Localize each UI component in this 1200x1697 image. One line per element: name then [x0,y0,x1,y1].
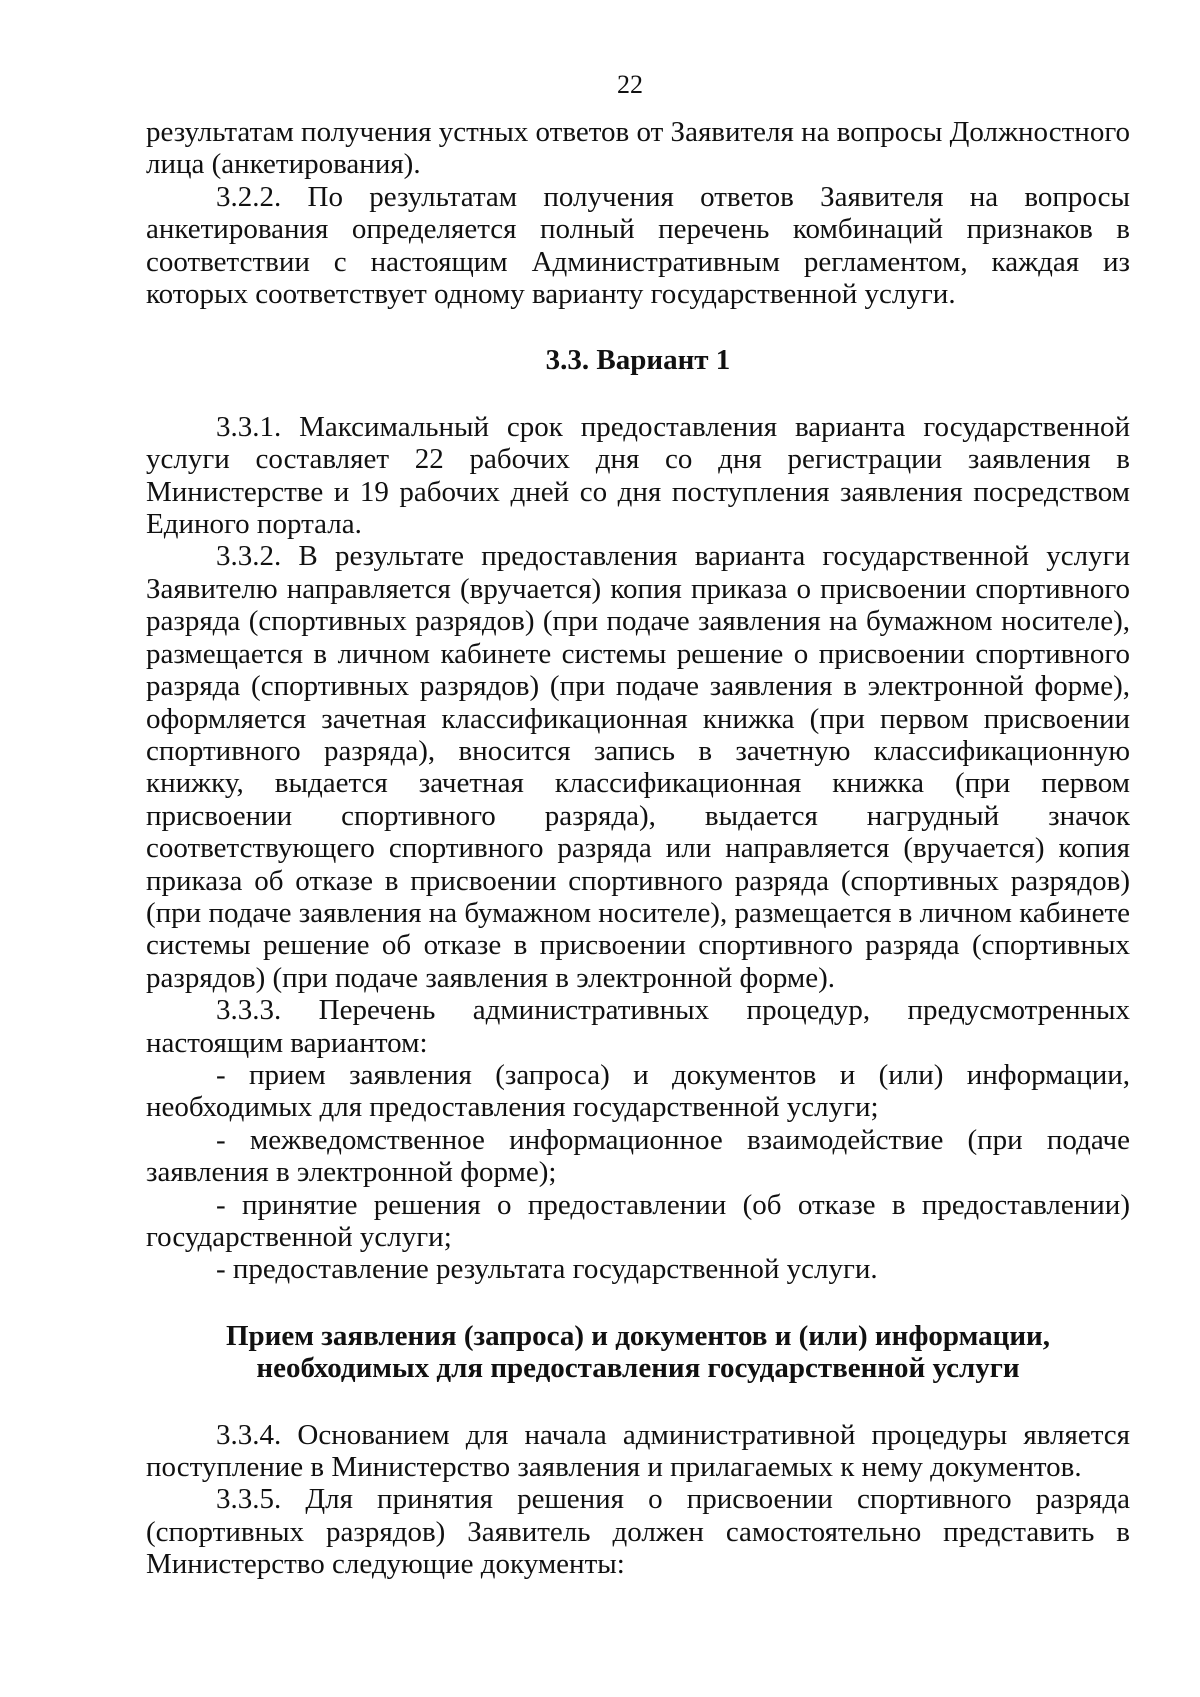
heading-variant-1: 3.3. Вариант 1 [545,344,731,377]
list-item-procedure-3: - принятие решения о предоставлении (об отказе в предоставлении) государственной услуги; [146,1188,1130,1253]
paragraph-3-3-4: 3.3.4. Основанием для начала административной процедуры является поступление в Министерство заявления и прилагаемых к нему документов. [146,1418,1130,1484]
list-item-procedure-4: - предоставление результата государственной услуги. [216,1253,878,1286]
paragraph-continuation: результатам получения устных ответов от Заявителя на вопросы Должностного лица (анкетирования). [146,116,1130,181]
heading-section-line-2: необходимых для предоставления государственной услуги [256,1352,1020,1385]
paragraph-3-2-2: 3.2.2. По результатам получения ответов Заявителя на вопросы анкетирования определяется полный перечень комбинаций признаков в соответствии с настоящим Административным регламентом, каждая из которых соответствует одному варианту государственной услуги. [146,180,1130,311]
paragraph-3-3-2: 3.3.2. В результате предоставления варианта государственной услуги Заявителю направляется (вручается) копия приказа о присвоении спортивного разряда (спортивных разрядов) (при подаче заявления на бумажном носителе), размещается в личном кабинете системы решение о присвоении спортивного разряда (спортивных разрядов) (при подаче заявления в электронной форме), оформляется зачетная классификационная книжка (при первом присвоении спортивного разряда), вносится запись в зачетную классификационную книжку, выдается зачетная классификационная книжка (при первом присвоении спортивного разряда), выдается нагрудный значок соответствующего спортивного разряда или направляется (вручается) копия приказа об отказе в присвоении спортивного разряда (спортивных разрядов) (при подаче заявления на бумажном носителе), размещается в личном кабинете системы решение об отказе в присвоении спортивного разряда (спортивных разрядов) (при подаче заявления в электронной форме). [146,540,1130,994]
heading-section [146,1320,1130,1385]
page-body [146,116,1130,1581]
list-item-procedure-2: - межведомственное информационное взаимодействие (при подаче заявления в электронной форме); [146,1123,1130,1189]
list-item-procedure-1: - прием заявления (запроса) и документов и (или) информации, необходимых для предоставления государственной услуги; [146,1058,1130,1124]
heading-section-line-1: Прием заявления (запроса) и документов и (или) информации, [225,1319,1051,1352]
paragraph-3-3-1: 3.3.1. Максимальный срок предоставления варианта государственной услуги составляет 22 рабочих дня со дня регистрации заявления в Министерстве и 19 рабочих дней со дня поступления заявления посредством Единого портала. [146,410,1130,541]
paragraph-3-3-3: 3.3.3. Перечень административных процедур, предусмотренных настоящим вариантом: [146,994,1130,1059]
page-number: 22 [617,70,643,99]
paragraph-3-3-5: 3.3.5. Для принятия решения о присвоении спортивного разряда (спортивных разрядов) Заявитель должен самостоятельно представить в Министерство следующие документы: [146,1483,1130,1581]
